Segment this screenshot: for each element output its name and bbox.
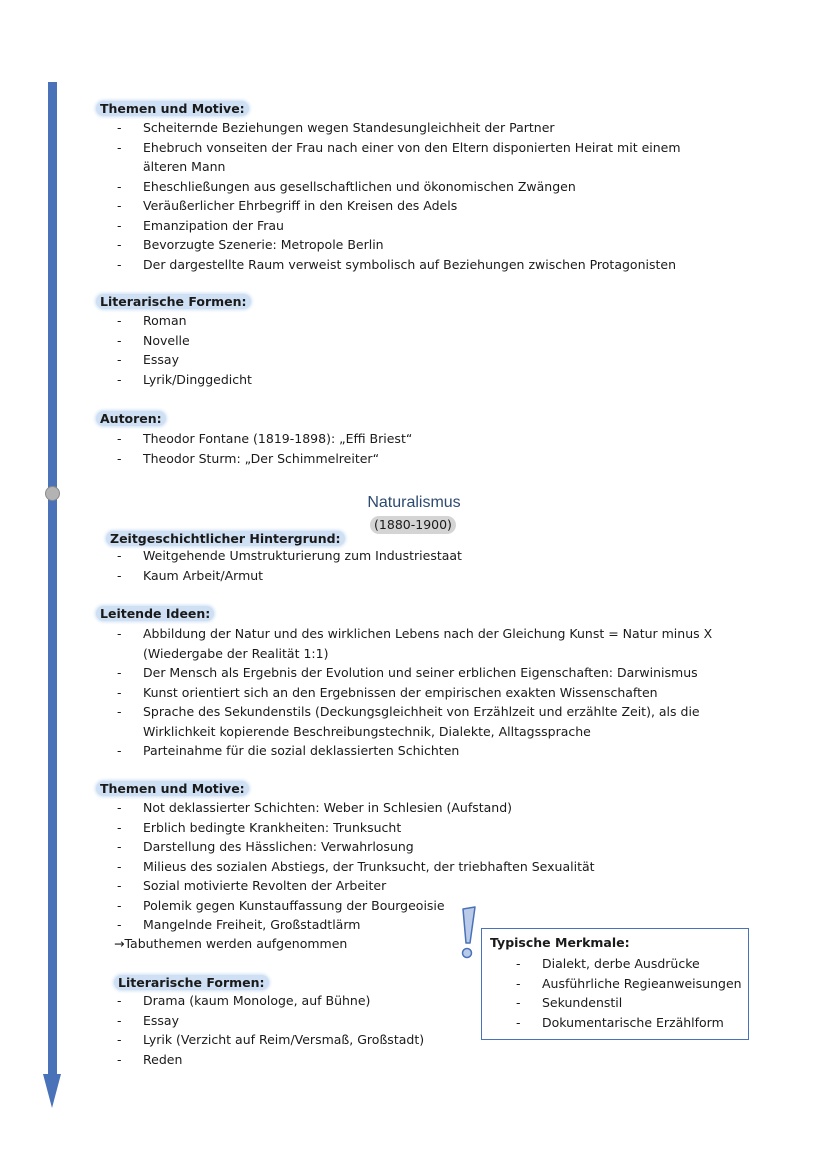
section-title: Naturalismus xyxy=(367,494,461,511)
background-heading: Zeitgeschichtlicher Hintergrund: xyxy=(106,531,345,546)
bullet-dash: - xyxy=(117,217,122,233)
list-item-text: Drama (kaum Monologe, auf Bühne) xyxy=(143,993,371,1008)
list-item xyxy=(117,663,729,683)
bullet-dash: - xyxy=(117,684,122,700)
list-item xyxy=(117,546,617,566)
list-item-text: Sprache des Sekundenstils (Deckungsgleichheit von Erzählzeit und erzählte Zeit), als die Wirklichkeit kopierende Beschreibungstechnik, Dialekte, Alltagssprache xyxy=(143,704,700,739)
list-item xyxy=(117,177,727,197)
list-item xyxy=(516,993,746,1013)
list-item-text: Dokumentarische Erzählform xyxy=(542,1014,724,1030)
list-item-text: Veräußerlicher Ehrbegriff in den Kreisen des Adels xyxy=(143,198,458,213)
list-item xyxy=(117,235,727,255)
themes-list xyxy=(117,118,727,274)
bullet-dash: - xyxy=(117,993,122,1008)
bullet-dash: - xyxy=(117,198,122,213)
forms-list xyxy=(117,311,517,389)
themes-heading-naturalismus: Themen und Motive: xyxy=(96,781,249,796)
bullet-dash: - xyxy=(117,858,122,874)
list-item-text: Polemik gegen Kunstauffassung der Bourgeoisie xyxy=(143,897,445,913)
bullet-dash: - xyxy=(117,878,122,893)
ideas-list xyxy=(117,624,729,761)
list-item-text: Ausführliche Regieanweisungen xyxy=(542,975,742,991)
bullet-dash: - xyxy=(516,1014,521,1030)
bullet-dash: - xyxy=(117,743,122,758)
list-item xyxy=(516,1013,746,1033)
bullet-dash: - xyxy=(117,139,122,155)
list-item xyxy=(117,196,727,216)
list-item-text: Not deklassierter Schichten: Weber in Schlesien (Aufstand) xyxy=(143,800,513,815)
features-box xyxy=(481,928,749,1040)
bullet-dash: - xyxy=(516,956,521,971)
bullet-dash: - xyxy=(117,1051,122,1067)
list-item-text: Eheschließungen aus gesellschaftlichen und ökonomischen Zwängen xyxy=(143,178,576,194)
bullet-dash: - xyxy=(117,665,122,680)
themes-heading: Themen und Motive: xyxy=(96,101,249,116)
list-item xyxy=(117,1011,517,1031)
timeline-line xyxy=(48,82,57,1077)
bullet-dash: - xyxy=(117,917,122,932)
list-item-text: Mangelnde Freiheit, Großstadtlärm xyxy=(143,917,361,932)
features-heading: Typische Merkmale: xyxy=(490,935,630,950)
list-item xyxy=(117,741,729,761)
list-item-text: Theodor Fontane (1819-1898): „Effi Briest“ xyxy=(143,431,413,446)
bullet-dash: - xyxy=(117,839,122,854)
themes-list-naturalismus xyxy=(117,798,637,935)
bullet-dash: - xyxy=(117,1012,122,1028)
list-item-text: Sekundenstil xyxy=(542,995,623,1010)
list-item-text: Dialekt, derbe Ausdrücke xyxy=(542,956,700,971)
list-item-text: Essay xyxy=(143,1012,179,1028)
list-item-text: Emanzipation der Frau xyxy=(143,217,284,233)
period-badge: (1880-1900) xyxy=(370,516,456,534)
list-item xyxy=(117,876,637,896)
bullet-dash: - xyxy=(117,1032,122,1047)
bullet-dash: - xyxy=(117,332,122,348)
list-item xyxy=(117,896,637,916)
bullet-dash: - xyxy=(117,626,122,641)
list-item-text: Theodor Sturm: „Der Schimmelreiter“ xyxy=(143,450,380,466)
list-item-text: Ehebruch vonseiten der Frau nach einer von den Eltern disponierten Heirat mit einem älteren Mann xyxy=(143,139,681,174)
list-item xyxy=(117,331,517,351)
list-item-text: Weitgehende Umstrukturierung zum Industriestaat xyxy=(143,548,462,563)
list-item-text: Abbildung der Natur und des wirklichen Lebens nach der Gleichung Kunst = Natur minus X (Wiedergabe der Realität 1:1) xyxy=(143,626,713,661)
forms-heading: Literarische Formen: xyxy=(96,294,251,309)
bullet-dash: - xyxy=(117,120,122,135)
list-item xyxy=(117,429,617,449)
list-item-text: Kunst orientiert sich an den Ergebnissen der empirischen exakten Wissenschaften xyxy=(143,684,658,700)
timeline-arrow-icon xyxy=(43,1074,61,1108)
bullet-dash: - xyxy=(117,800,122,815)
bullet-dash: - xyxy=(117,313,122,328)
list-item-text: Kaum Arbeit/Armut xyxy=(143,567,264,583)
bullet-dash: - xyxy=(117,704,122,719)
list-item xyxy=(117,370,517,390)
authors-list xyxy=(117,429,617,468)
bullet-dash: - xyxy=(516,995,521,1010)
list-item-text: Darstellung des Hässlichen: Verwahrlosung xyxy=(143,839,414,854)
list-item xyxy=(117,837,637,857)
list-item-text: Sozial motivierte Revolten der Arbeiter xyxy=(143,878,387,893)
list-item-text: Bevorzugte Szenerie: Metropole Berlin xyxy=(143,237,384,252)
authors-heading: Autoren: xyxy=(96,411,166,426)
list-item xyxy=(117,624,729,663)
list-item-text: Milieus des sozialen Abstiegs, der Trunksucht, der triebhaften Sexualität xyxy=(143,858,595,874)
bullet-dash: - xyxy=(117,371,122,387)
list-item-text: Scheiternde Beziehungen wegen Standesungleichheit der Partner xyxy=(143,120,555,135)
bullet-dash: - xyxy=(117,256,122,272)
taboo-note: →Tabuthemen werden aufgenommen xyxy=(114,936,348,951)
bullet-dash: - xyxy=(117,450,122,466)
list-item xyxy=(117,702,729,741)
bullet-dash: - xyxy=(117,567,122,583)
list-item xyxy=(516,974,746,994)
list-item-text: Lyrik (Verzicht auf Reim/Versmaß, Großstadt) xyxy=(143,1032,425,1047)
list-item-text: Der dargestellte Raum verweist symbolisch auf Beziehungen zwischen Protagonisten xyxy=(143,256,677,272)
list-item xyxy=(516,954,746,974)
list-item xyxy=(117,818,637,838)
bullet-dash: - xyxy=(117,431,122,446)
list-item xyxy=(117,449,617,469)
forms-heading-naturalismus: Literarische Formen: xyxy=(114,975,269,990)
list-item xyxy=(117,138,727,177)
list-item-text: Der Mensch als Ergebnis der Evolution und seiner erblichen Eigenschaften: Darwinismus xyxy=(143,665,698,680)
list-item-text: Parteinahme für die sozial deklassierten Schichten xyxy=(143,743,460,758)
list-item xyxy=(117,566,617,586)
list-item-text: Reden xyxy=(143,1051,183,1067)
forms-list-naturalismus xyxy=(117,991,517,1069)
list-item xyxy=(117,311,517,331)
bullet-dash: - xyxy=(117,178,122,194)
list-item xyxy=(117,118,727,138)
list-item xyxy=(117,857,637,877)
ideas-heading: Leitende Ideen: xyxy=(96,606,214,621)
list-item xyxy=(117,255,727,275)
bullet-dash: - xyxy=(117,352,122,367)
bullet-dash: - xyxy=(117,237,122,252)
list-item xyxy=(117,1030,517,1050)
list-item xyxy=(117,798,637,818)
bullet-dash: - xyxy=(516,975,521,991)
list-item xyxy=(117,683,729,703)
bullet-dash: - xyxy=(117,897,122,913)
list-item xyxy=(117,991,517,1011)
bullet-dash: - xyxy=(117,819,122,835)
list-item xyxy=(117,1050,517,1070)
background-list xyxy=(117,546,617,585)
exclamation-icon xyxy=(456,905,482,961)
list-item-text: Lyrik/Dinggedicht xyxy=(143,371,252,387)
list-item-text: Erblich bedingte Krankheiten: Trunksucht xyxy=(143,819,402,835)
bullet-dash: - xyxy=(117,548,122,563)
list-item-text: Essay xyxy=(143,352,179,367)
list-item-text: Novelle xyxy=(143,332,190,348)
list-item-text: Roman xyxy=(143,313,187,328)
features-list xyxy=(516,954,746,1032)
list-item xyxy=(117,216,727,236)
list-item xyxy=(117,350,517,370)
